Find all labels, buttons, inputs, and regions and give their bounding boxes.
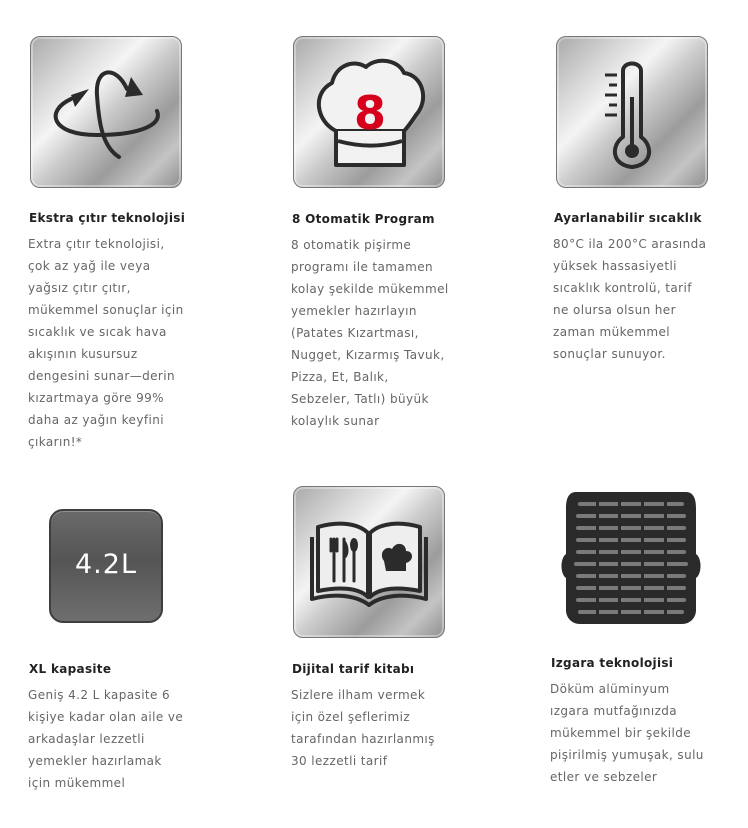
description-line: tarafından hazırlanmış — [291, 732, 435, 746]
description-line: sıcaklık ve sıcak hava — [28, 325, 167, 339]
description-line: zaman mükemmel — [553, 325, 671, 339]
feature-description — [553, 233, 706, 365]
thermometer-icon — [556, 36, 708, 188]
description-line: yemekler hazırlamak — [28, 754, 162, 768]
description-line: Nugget, Kızarmış Tavuk, — [291, 348, 445, 362]
description-line: Döküm alüminyum — [550, 682, 670, 696]
description-line: etler ve sebzeler — [550, 770, 658, 784]
description-line: kızartmaya göre 99% — [28, 391, 164, 405]
description-line: pişirilmiş yumuşak, sulu — [550, 748, 704, 762]
description-line: Pizza, Et, Balık, — [291, 370, 389, 384]
description-line: çıkarın!* — [28, 435, 83, 449]
feature-title: XL kapasite — [29, 662, 112, 676]
description-line: programı ile tamamen — [291, 260, 434, 274]
feature-description — [550, 678, 704, 788]
capacity-label: 4.2L — [75, 549, 137, 580]
description-line: arkadaşlar lezzetli — [28, 732, 145, 746]
grill-grate-icon — [556, 484, 706, 638]
feature-title: Ekstra çıtır teknolojisi — [29, 211, 186, 225]
description-line: ne olursa olsun her — [553, 303, 676, 317]
description-line: Extra çıtır teknolojisi, — [28, 237, 165, 251]
feature-title: 8 Otomatik Program — [292, 212, 435, 226]
description-line: yüksek hassasiyetli — [553, 259, 677, 273]
description-line: kişiye kadar olan aile ve — [28, 710, 184, 724]
feature-title: Ayarlanabilir sıcaklık — [554, 211, 702, 225]
description-line: Sebzeler, Tatlı) büyük — [291, 392, 429, 406]
description-line: 80°C ila 200°C arasında — [553, 237, 707, 251]
description-line: sıcaklık kontrolü, tarif — [553, 281, 692, 295]
description-line: kolaylık sunar — [291, 414, 380, 428]
description-line: daha az yağın keyfini — [28, 413, 164, 427]
feature-description — [28, 684, 183, 794]
description-line: dengesini sunar—derin — [28, 369, 175, 383]
description-line: yağsız çıtır çıtır, — [28, 281, 131, 295]
capacity-badge-icon — [49, 509, 163, 623]
feature-title: Izgara teknolojisi — [551, 656, 674, 670]
feature-description — [291, 684, 435, 772]
description-line: 30 lezzetli tarif — [291, 754, 388, 768]
description-line: kolay şekilde mükemmel — [291, 282, 449, 296]
description-line: yemekler hazırlayın — [291, 304, 417, 318]
description-line: (Patates Kızartması, — [291, 326, 419, 340]
description-line: mükemmel bir şekilde — [550, 726, 692, 740]
description-line: mükemmel sonuçlar için — [28, 303, 184, 317]
description-line: için özel şeflerimiz — [291, 710, 411, 724]
chef-hat-icon — [293, 36, 445, 188]
description-line: Sizlere ilham vermek — [291, 688, 426, 702]
description-line: akışının kusursuz — [28, 347, 138, 361]
description-line: için mükemmel — [28, 776, 126, 790]
description-line: sonuçlar sunuyor. — [553, 347, 666, 361]
description-line: ızgara mutfağınızda — [550, 704, 678, 718]
feature-title: Dijital tarif kitabı — [292, 662, 415, 676]
description-line: çok az yağ ile veya — [28, 259, 151, 273]
feature-description — [291, 234, 449, 432]
description-line: 8 otomatik pişirme — [291, 238, 412, 252]
program-count-label: 8 — [353, 86, 387, 140]
description-line: Geniş 4.2 L kapasite 6 — [28, 688, 171, 702]
feature-description — [28, 233, 184, 453]
recipe-book-icon — [293, 486, 445, 638]
